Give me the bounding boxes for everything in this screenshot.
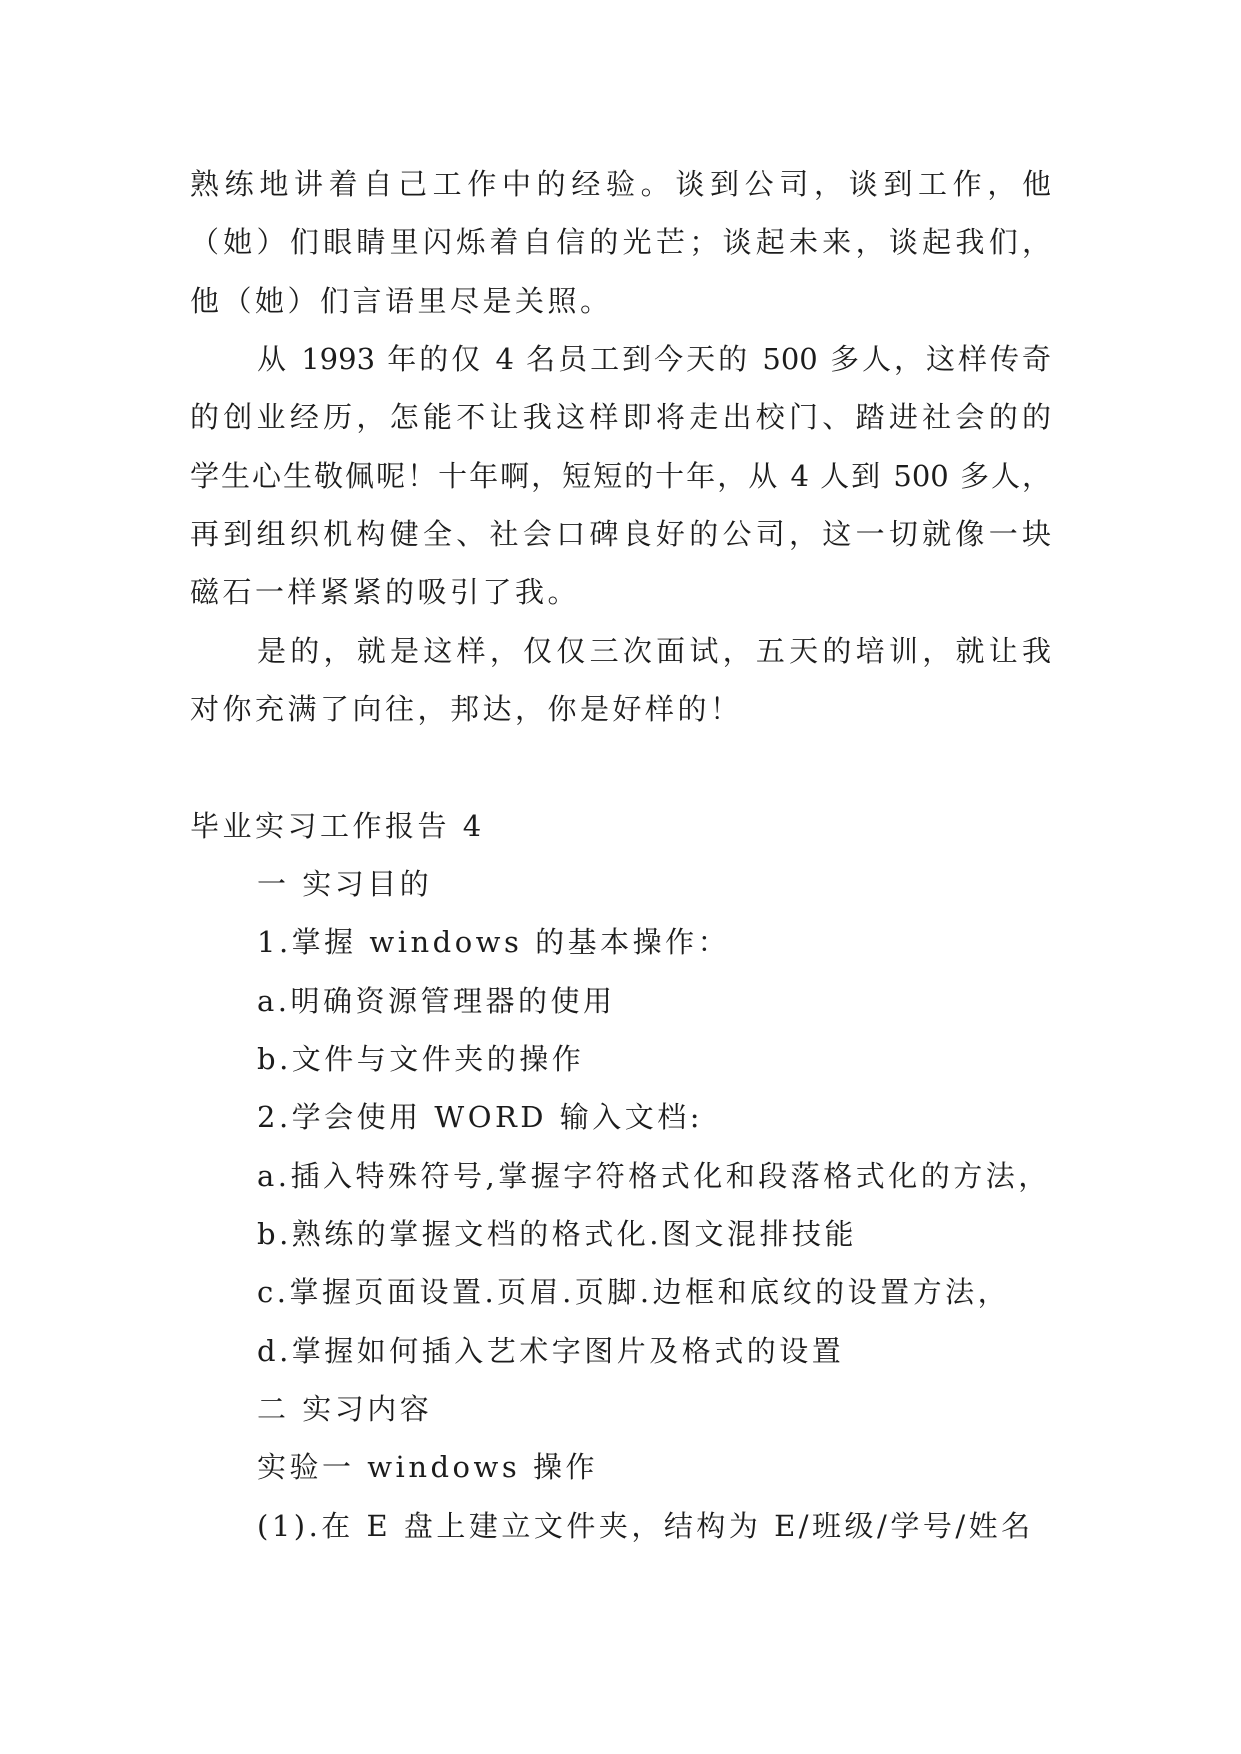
text-line: 熟练地讲着自己工作中的经验。谈到公司，谈到工作，他 [190, 167, 1051, 201]
list-item: d.掌握如何插入艺术字图片及格式的设置 [257, 1333, 845, 1368]
text-line: 的创业经历，怎能不让我这样即将走出校门、踏进社会的的 [190, 400, 1051, 435]
section-content [190, 1380, 1051, 1555]
list-item: (1).在 E 盘上建立文件夹，结构为 E/班级/学号/姓名 [257, 1508, 1034, 1543]
text-line: 是的，就是这样，仅仅三次面试，五天的培训，就让我 [257, 633, 1051, 668]
list-item: a.插入特殊符号,掌握字符格式化和段落格式化的方法， [257, 1158, 1051, 1193]
list-item: b.熟练的掌握文档的格式化.图文混排技能 [257, 1216, 858, 1251]
text-line: 他（她）们言语里尽是关照。 [190, 283, 613, 318]
paragraph [190, 622, 1051, 739]
section-objectives [190, 855, 1051, 1380]
text-line: （她）们眼睛里闪烁着自信的光芒；谈起未来，谈起我们， [190, 225, 1051, 260]
list-item: b.文件与文件夹的操作 [257, 1041, 585, 1076]
report-title: 毕业实习工作报告 4 [190, 808, 485, 843]
blank-line [190, 738, 1051, 796]
text-line: 再到组织机构健全、社会口碑良好的公司，这一切就像一块 [190, 516, 1051, 551]
list-item: c.掌握页面设置.页眉.页脚.边框和底纹的设置方法， [257, 1275, 1011, 1310]
section-heading: 二 实习内容 [257, 1391, 433, 1426]
paragraph [190, 155, 1051, 330]
list-item: 1.掌握 windows 的基本操作： [257, 925, 731, 960]
document-body [190, 155, 1051, 1555]
list-item: 实验一 windows 操作 [257, 1450, 598, 1485]
list-item: a.明确资源管理器的使用 [257, 983, 616, 1018]
text-line: 学生心生敬佩呢！十年啊，短短的十年，从 4 人到 500 多人， [190, 458, 1051, 493]
text-line: 对你充满了向往，邦达，你是好样的！ [190, 691, 743, 726]
text-line: 从 1993 年的仅 4 名员工到今天的 500 多人，这样传奇 [257, 341, 1051, 376]
section-heading: 一 实习目的 [257, 866, 433, 901]
list-item: 2.学会使用 WORD 输入文档: [257, 1100, 704, 1135]
text-line: 磁石一样紧紧的吸引了我。 [190, 575, 581, 610]
paragraph [190, 330, 1051, 622]
